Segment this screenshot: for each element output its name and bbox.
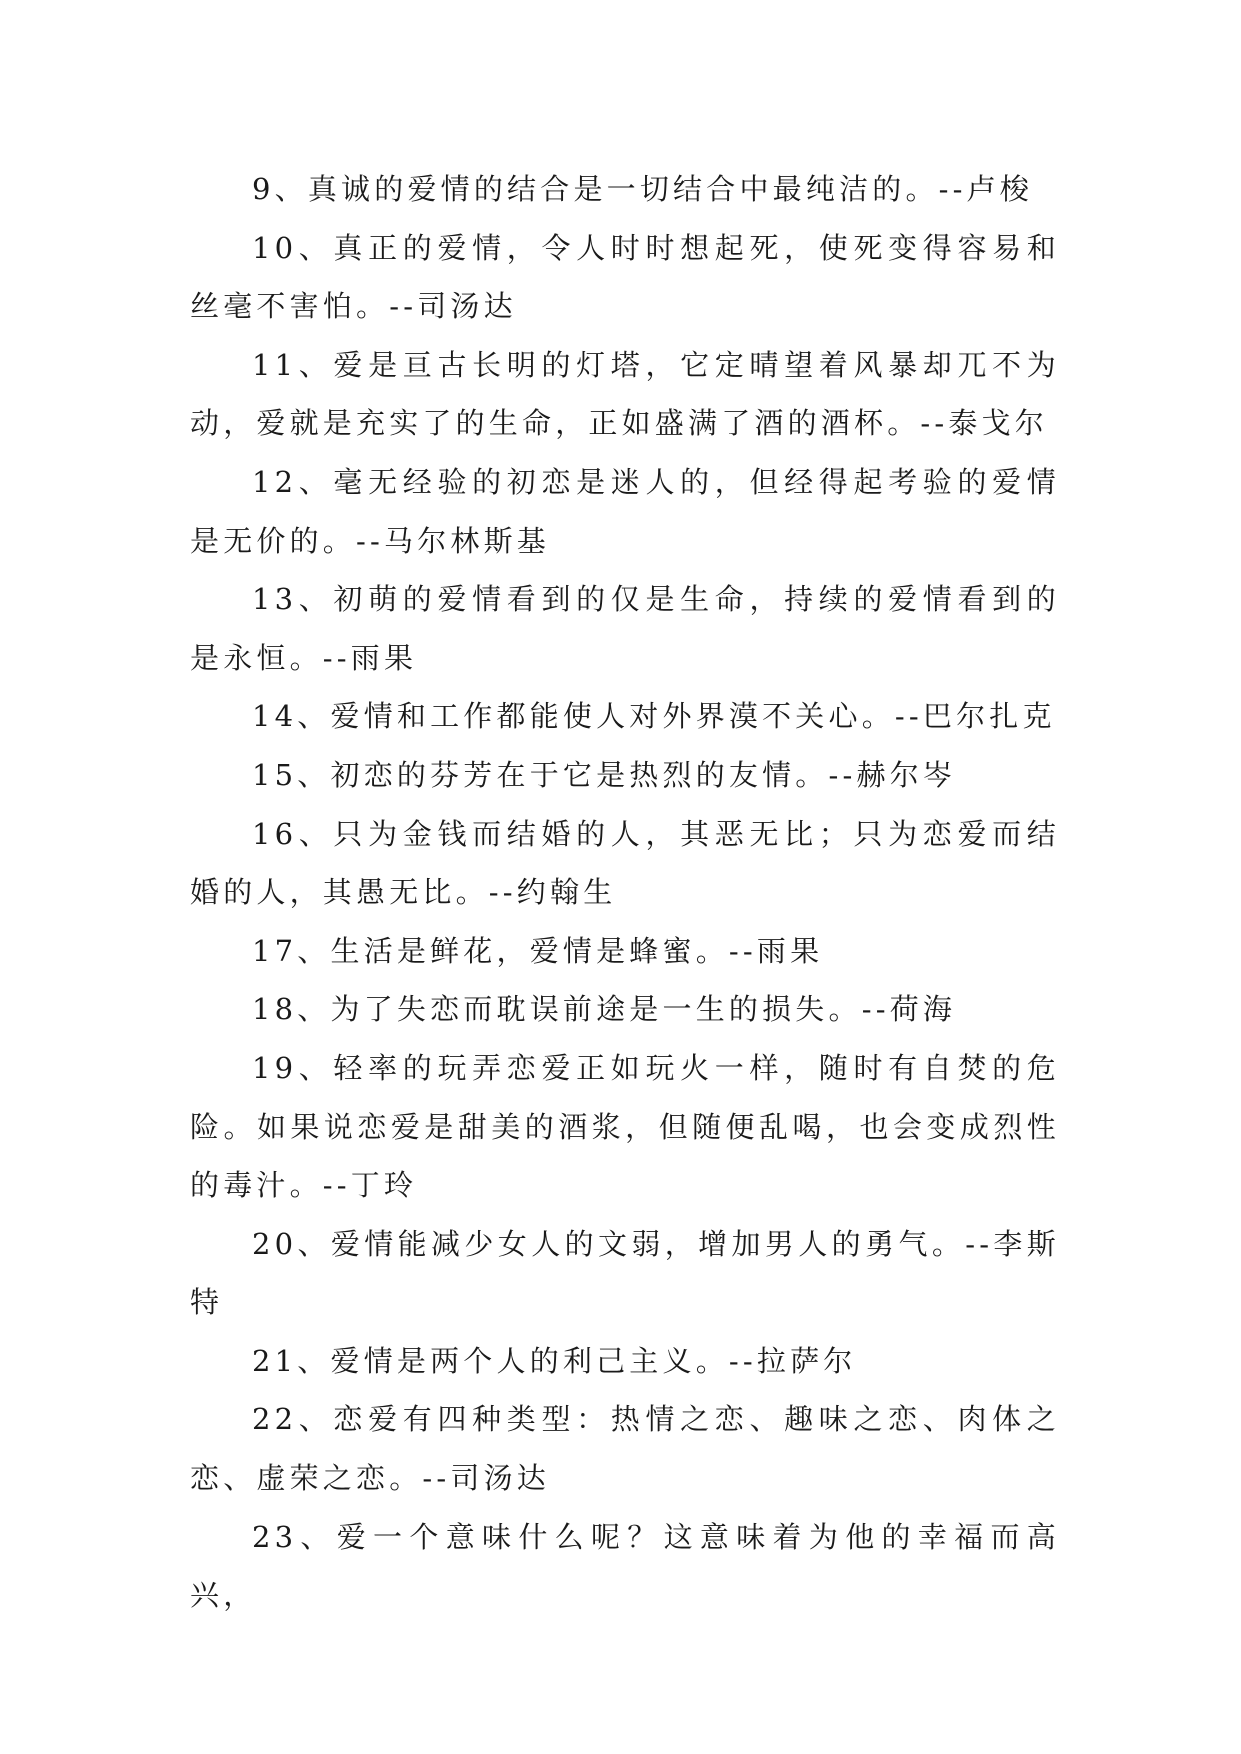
quote-paragraph: 23、爱一个意味什么呢？这意味着为他的幸福而高兴， bbox=[190, 1519, 1060, 1613]
quote-paragraph: 9、真诚的爱情的结合是一切结合中最纯洁的。--卢梭 bbox=[252, 172, 1034, 206]
quote-paragraph: 20、爱情能减少女人的文弱，增加男人的勇气。--李斯特 bbox=[190, 1226, 1060, 1320]
quote-paragraph: 11、爱是亘古长明的灯塔，它定晴望着风暴却兀不为动，爱就是充实了的生命，正如盛满了酒的酒杯。--泰戈尔 bbox=[190, 347, 1060, 441]
quote-paragraph: 19、轻率的玩弄恋爱正如玩火一样，随时有自焚的危险。如果说恋爱是甜美的酒浆，但随便乱喝，也会变成烈性的毒汁。--丁玲 bbox=[190, 1050, 1060, 1203]
quote-paragraph: 18、为了失恋而耽误前途是一生的损失。--荷海 bbox=[252, 992, 957, 1027]
quote-paragraph: 10、真正的爱情，令人时时想起死，使死变得容易和丝毫不害怕。--司汤达 bbox=[190, 230, 1060, 324]
quote-paragraph: 17、生活是鲜花，爱情是蜂蜜。--雨果 bbox=[252, 933, 824, 968]
quote-paragraph: 21、爱情是两个人的利己主义。--拉萨尔 bbox=[252, 1343, 857, 1378]
quote-paragraph: 15、初恋的芬芳在于它是热烈的友情。--赫尔岑 bbox=[252, 757, 957, 792]
quote-paragraph: 14、爱情和工作都能使人对外界漠不关心。--巴尔扎克 bbox=[252, 699, 1056, 734]
quote-paragraph: 16、只为金钱而结婚的人，其恶无比；只为恋爱而结婚的人，其愚无比。--约翰生 bbox=[190, 816, 1060, 910]
quote-paragraph: 13、初萌的爱情看到的仅是生命，持续的爱情看到的是永恒。--雨果 bbox=[190, 582, 1060, 675]
quote-paragraph: 22、恋爱有四种类型：热情之恋、趣味之恋、肉体之恋、虚荣之恋。--司汤达 bbox=[190, 1402, 1060, 1496]
quote-list bbox=[190, 160, 1060, 1625]
quote-paragraph: 12、毫无经验的初恋是迷人的，但经得起考验的爱情是无价的。--马尔林斯基 bbox=[190, 464, 1060, 558]
